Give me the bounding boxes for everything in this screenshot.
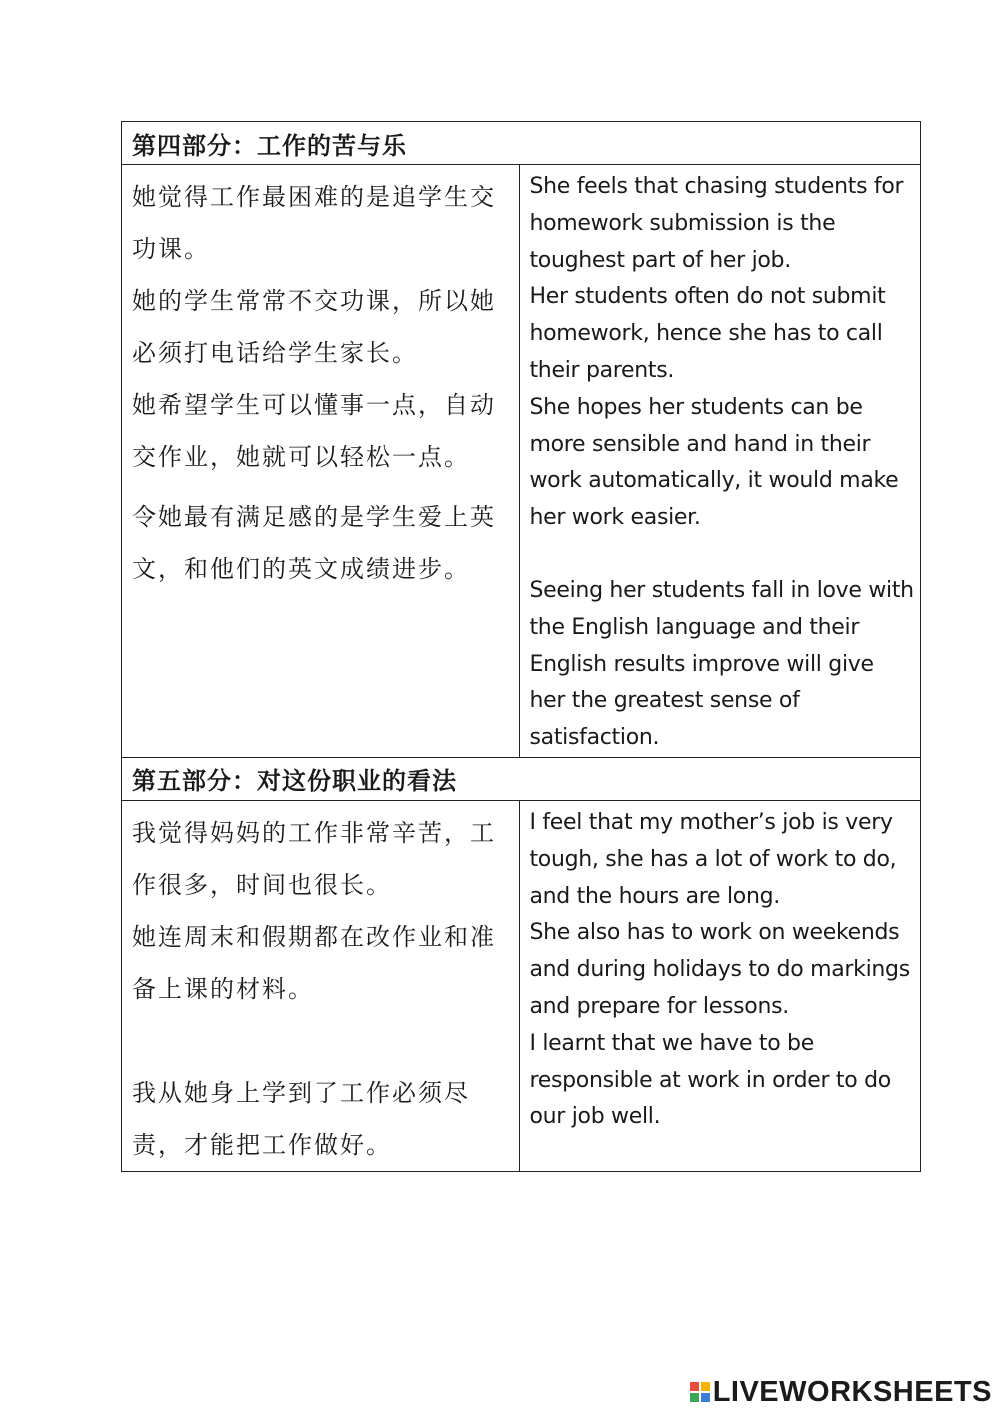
section4-heading: 第四部分：工作的苦与乐: [122, 122, 921, 165]
logo-square: [701, 1393, 710, 1402]
section4-english-cell: [520, 165, 921, 758]
section5-header-row: [122, 757, 921, 800]
section4-zh-paragraph: 她希望学生可以懂事一点，自动交作业，她就可以轻松一点。: [132, 391, 496, 471]
section4-zh-paragraph: 令她最有满足感的是学生爱上英文，和他们的英文成绩进步。: [132, 503, 496, 583]
section5-en-paragraph: I feel that my mother’s job is very tough, she has a lot of work to do, and the hours are long.: [529, 809, 897, 909]
section5-zh-paragraph: 我觉得妈妈的工作非常辛苦，工作很多，时间也很长。: [132, 818, 496, 899]
section4-en-paragraph: Her students often do not submit homework, hence she has to call their parents.: [529, 284, 886, 383]
section5-zh-paragraph: 她连周末和假期都在改作业和准备上课的材料。: [132, 922, 496, 1003]
section4-content-row: [122, 165, 921, 758]
section4-chinese-cell: [122, 165, 520, 758]
section4-zh-paragraph: 她觉得工作最困难的是追学生交功课。: [132, 183, 496, 263]
logo-square: [701, 1382, 710, 1391]
section4-en-paragraph: She feels that chasing students for homework submission is the toughest part of her job.: [529, 174, 904, 273]
section5-chinese-cell: [122, 800, 520, 1171]
section5-en-paragraph: I learnt that we have to be responsible at work in order to do our job well.: [529, 1030, 891, 1130]
section4-header-row: [122, 122, 921, 165]
section5-zh-paragraph: 我从她身上学到了工作必须尽责，才能把工作做好。: [132, 1078, 470, 1159]
liveworksheets-logo-text: LIVEWORKSHEETS: [712, 1375, 992, 1408]
logo-square: [690, 1382, 699, 1391]
section5-heading: 第五部分：对这份职业的看法: [122, 757, 921, 800]
section4-zh-paragraph: 她的学生常常不交功课，所以她必须打电话给学生家长。: [132, 287, 496, 367]
liveworksheets-logo-icon: [690, 1382, 710, 1402]
section5-content-row: [122, 800, 921, 1171]
section4-en-paragraph: She hopes her students can be more sensible and hand in their work automatically, it would make her work easier.: [529, 394, 899, 531]
liveworksheets-logo[interactable]: [690, 1377, 992, 1407]
section4-en-paragraph: Seeing her students fall in love with the English language and their English results improve will give her the greatest sense of satisfaction.: [529, 577, 914, 751]
section5-en-paragraph: She also has to work on weekends and during holidays to do markings and prepare for lessons.: [529, 920, 910, 1019]
worksheet-table-container: [121, 121, 921, 1172]
logo-square: [690, 1393, 699, 1402]
section5-english-cell: [520, 800, 921, 1171]
bilingual-table: [121, 121, 921, 1172]
